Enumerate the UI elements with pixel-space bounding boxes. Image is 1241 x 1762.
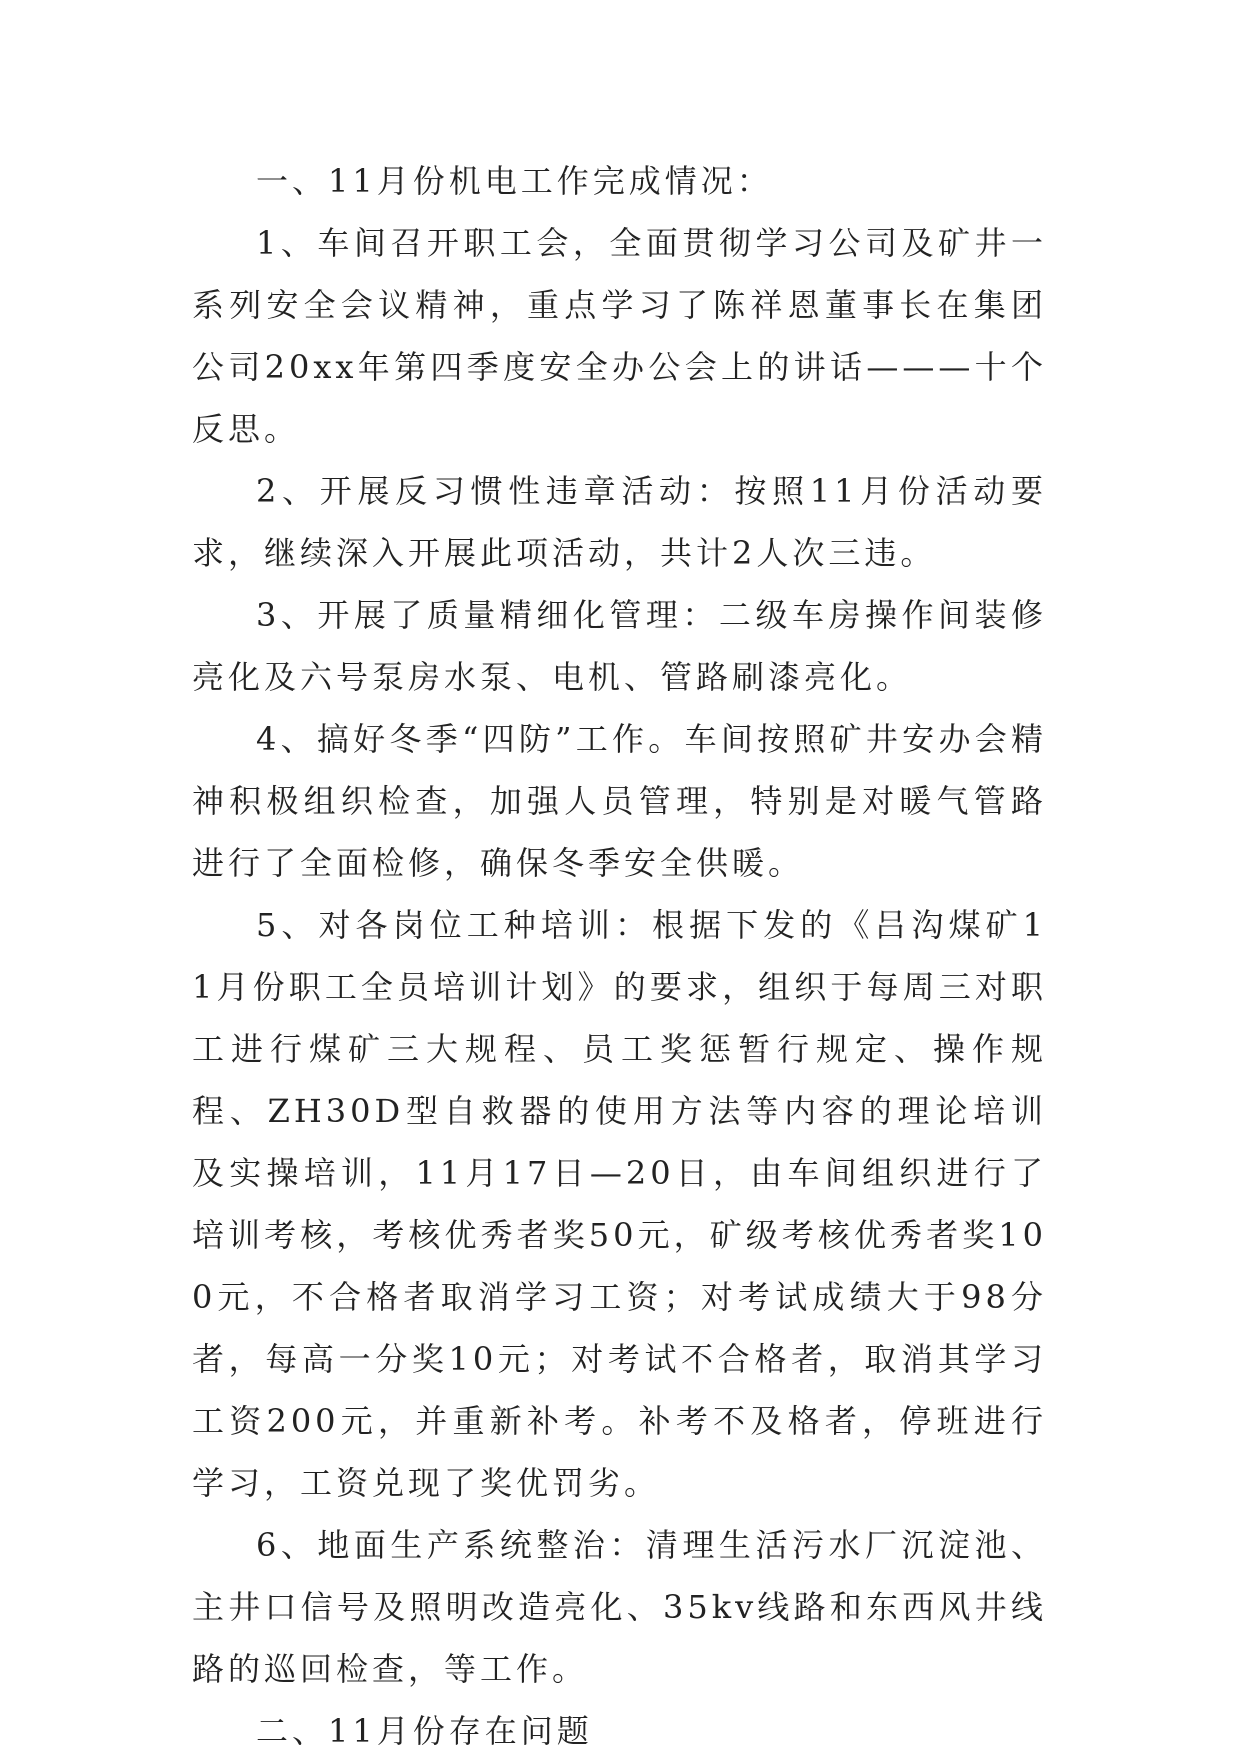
section-heading-completion: 一、11月份机电工作完成情况： xyxy=(256,162,773,200)
item-1-paragraph: 1、车间召开职工会，全面贯彻学习公司及矿井一系列安全会议精神，重点学习了陈祥恩董事长在集团公司20xx年第四季度安全办公会上的讲话———十个反思。 xyxy=(192,224,1047,448)
item-3-paragraph: 3、开展了质量精细化管理：二级车房操作间装修亮化及六号泵房水泵、电机、管路刷漆亮化。 xyxy=(192,596,1047,696)
item-5-paragraph: 5、对各岗位工种培训：根据下发的《吕沟煤矿11月份职工全员培训计划》的要求，组织于每周三对职工进行煤矿三大规程、员工奖惩暂行规定、操作规程、ZH30D型自救器的使用方法等内容的理论培训及实操培训，11月17日—20日，由车间组织进行了培训考核，考核优秀者奖50元，矿级考核优秀者奖100元，不合格者取消学习工资；对考试成绩大于98分者，每高一分奖10元；对考试不合格者，取消其学习工资200元，并重新补考。补考不及格者，停班进行学习，工资兑现了奖优罚劣。 xyxy=(192,906,1047,1502)
item-4-paragraph: 4、搞好冬季“四防”工作。车间按照矿井安办会精神积极组织检查，加强人员管理，特别是对暖气管路进行了全面检修，确保冬季安全供暖。 xyxy=(192,720,1047,882)
document-page xyxy=(192,150,1047,1762)
item-2-paragraph: 2、开展反习惯性违章活动：按照11月份活动要求，继续深入开展此项活动，共计2人次三违。 xyxy=(192,472,1047,572)
item-6-paragraph: 6、地面生产系统整治：清理生活污水厂沉淀池、主井口信号及照明改造亮化、35kv线路和东西风井线路的巡回检查，等工作。 xyxy=(192,1526,1047,1688)
section-heading-problems: 二、11月份存在问题 xyxy=(256,1712,593,1750)
